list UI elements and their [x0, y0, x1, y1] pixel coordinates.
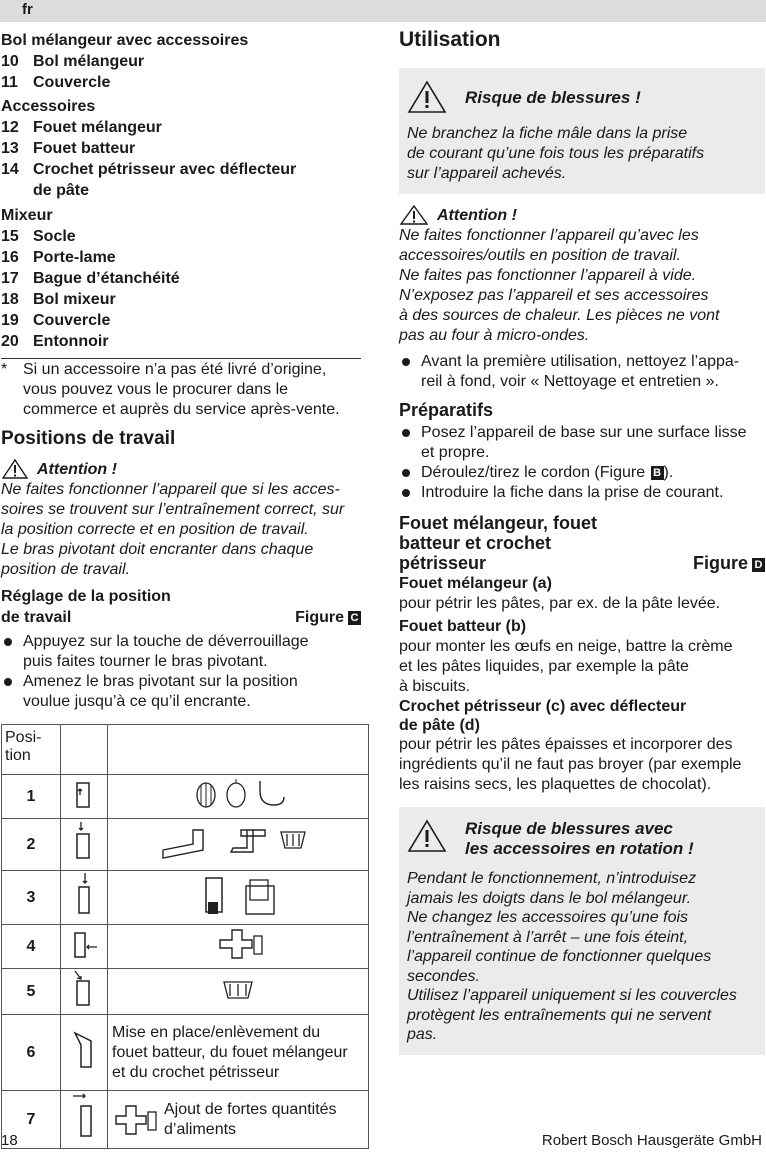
- list-item: 19 Couvercle: [1, 312, 111, 329]
- attention-text: Ne faites fonctionner l’appareil que si les acces- soires se trouvent sur l’entraînement correct, sur la position correcte et en position de travail. Le bras pivotant doit encranter dans chaque position de travail.: [1, 481, 345, 578]
- language-tag: fr: [22, 1, 33, 18]
- utilisation-title: Utilisation: [399, 28, 501, 51]
- reglage-title: Réglage de la position de travail Figure C: [1, 586, 369, 628]
- risk-title: Risque de blessures !: [465, 88, 641, 107]
- figure-c-badge: C: [348, 611, 361, 625]
- row6-text: Mise en place/enlèvement du fouet batteur, du fouet mélangeur et du crochet pétrisseur: [108, 1015, 369, 1091]
- warning-icon: [399, 204, 429, 226]
- right-column: [399, 26, 765, 1055]
- table-row: [2, 725, 369, 775]
- fc-title: Crochet pétrisseur (c) avec déflecteur de pâte (d): [399, 698, 687, 734]
- table-header-cell: Posi- tion: [2, 725, 61, 775]
- fa-text: pour pétrir les pâtes, par ex. de la pâte levée.: [399, 595, 721, 612]
- mixer-list: [1, 226, 369, 352]
- list-item: 11 Couvercle: [1, 74, 111, 91]
- accessories-title: Accessoires: [1, 98, 96, 115]
- mixer-position-icon: [61, 1092, 107, 1142]
- fouet-title: Fouet mélangeur, fouet batteur et crochet pétrisseur Figure D: [399, 513, 765, 573]
- bullet-item: Amenez le bras pivotant sur la position voulue jusqu’à ce qu’il encrante.: [1, 672, 369, 712]
- citrus-press-icon: [218, 974, 258, 1004]
- accessories-list: [1, 117, 369, 201]
- bowl-section-title: Bol mélangeur avec accessoires: [1, 32, 249, 49]
- whisk-icons: [188, 777, 288, 811]
- list-item: 17 Bague d’étanchéité: [1, 270, 180, 287]
- table-row: 3: [2, 871, 369, 925]
- bullet-item: Avant la première utilisation, nettoyez l’appa- reil à fond, voir « Nettoyage et entretien ».: [399, 352, 765, 392]
- attention-text: Ne faites fonctionner l’appareil qu’avec les accessoires/outils en position de travail. Ne faites pas fonctionner l’appareil à vide. N’exposez pas l’appareil et ses accessoires à des sources de chaleur. Les pièces ne vont pas au four à micro-ondes.: [399, 227, 720, 344]
- mixer-position-icon: [61, 775, 107, 813]
- list-item: 13 Fouet batteur: [1, 140, 136, 157]
- page-number: 18: [1, 1132, 18, 1149]
- table-row: 6 Mise en place/enlèvement du fouet batteur, du fouet mélangeur et du crochet pétrisseur: [2, 1015, 369, 1091]
- mixer-position-icon: [61, 1025, 107, 1075]
- bowl-list: [1, 51, 369, 93]
- blender-icons: [188, 872, 288, 918]
- attention-heading: Attention !: [399, 204, 765, 226]
- risk-text: Ne branchez la fiche mâle dans la prise de courant qu’une fois tous les préparatifs sur l’appareil achevés.: [407, 125, 705, 182]
- warning-icon: [407, 819, 447, 853]
- mixer-title: Mixeur: [1, 207, 53, 224]
- positions-title: Positions de travail: [1, 428, 176, 449]
- list-item: 20 Entonnoir: [1, 333, 109, 350]
- risk-warning-box: [399, 68, 765, 194]
- bullet-item: Posez l’appareil de base sur une surface lisse et propre.: [399, 423, 765, 463]
- positions-table: [1, 724, 369, 1149]
- bullet-item: Introduire la fiche dans la prise de courant.: [399, 483, 765, 503]
- list-item: 15 Socle: [1, 228, 76, 245]
- mixer-position-icon: [61, 871, 107, 919]
- bullet-item: Déroulez/tirez le cordon (Figure B ).: [399, 463, 765, 483]
- risk2-text: Pendant le fonctionnement, n’introduisez jamais les doigts dans le bol mélangeur. Ne changez les accessoires qu’une fois l’entraînement à l’arrêt – une fois éteint, l’appareil continue de fonctionner quelques secondes. Utilisez l’appareil uniquement si les couvercles protègent les entraînements qui ne servent pas.: [407, 870, 737, 1043]
- table-row: 7 Ajout de fortes quantités d’aliments: [2, 1091, 369, 1149]
- meat-grinder-icon: [112, 1100, 160, 1140]
- risk2-title: Risque de blessures avec les accessoires en rotation !: [465, 819, 694, 858]
- attention-heading: Attention !: [1, 458, 369, 480]
- company-name: Robert Bosch Hausgeräte GmbH: [541, 1132, 762, 1149]
- preparatifs-title: Préparatifs: [399, 400, 494, 420]
- table-row: 5: [2, 969, 369, 1015]
- attachment-icons: [153, 820, 323, 864]
- bullet-item: Appuyez sur la touche de déverrouillage puis faites tourner le bras pivotant.: [1, 632, 369, 672]
- left-column: [1, 26, 369, 1149]
- page-header-bar: [0, 0, 766, 22]
- table-row: 1: [2, 775, 369, 819]
- rotation-warning-box: [399, 807, 765, 1055]
- mixer-position-icon: [61, 969, 107, 1009]
- meat-grinder-icon: [208, 926, 268, 962]
- figure-b-badge: B: [651, 466, 664, 480]
- fa-title: Fouet mélangeur (a): [399, 575, 552, 592]
- table-row: 2: [2, 819, 369, 871]
- warning-icon: [407, 80, 447, 114]
- list-item: 16 Porte-lame: [1, 249, 116, 266]
- warning-icon: [1, 458, 29, 480]
- figure-d-badge: D: [752, 558, 765, 572]
- fb-text: pour monter les œufs en neige, battre la crème et les pâtes liquides, par exemple la pâte à biscuits.: [399, 638, 733, 695]
- list-item: 12 Fouet mélangeur: [1, 119, 162, 136]
- mixer-position-icon: [61, 925, 107, 963]
- list-item: 18 Bol mixeur: [1, 291, 116, 308]
- footnote-divider: [1, 358, 361, 359]
- list-item: 10 Bol mélangeur: [1, 53, 145, 70]
- mixer-position-icon: [61, 820, 107, 864]
- fc-text: pour pétrir les pâtes épaisses et incorporer des ingrédients qu’il ne faut pas broyer (par exemple les raisins secs, les plaquettes de chocolat).: [399, 736, 742, 793]
- footnote: * Si un accessoire n’a pas été livré d’origine, vous pouvez vous le procurer dans le commerce et auprès du service après-vente.: [1, 361, 340, 418]
- table-row: 4: [2, 925, 369, 969]
- fb-title: Fouet batteur (b): [399, 618, 527, 635]
- list-item: 14 Crochet pétrisseur avec déflecteur de pâte: [1, 161, 297, 199]
